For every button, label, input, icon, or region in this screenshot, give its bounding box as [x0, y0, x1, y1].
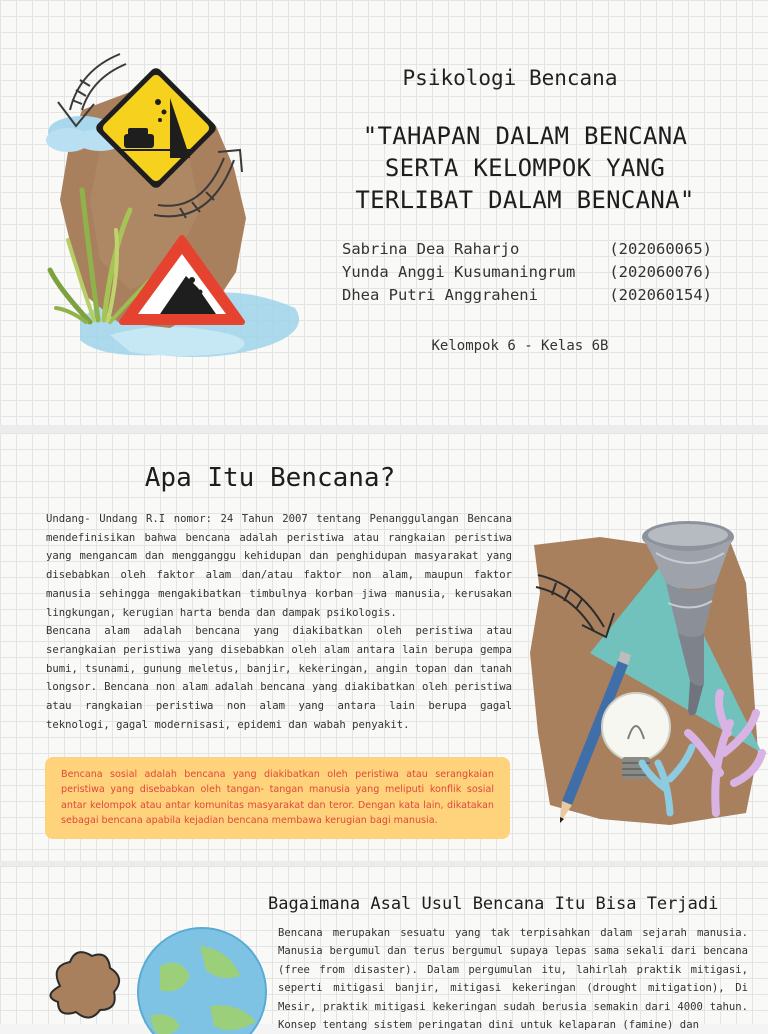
origin-collage: [30, 926, 270, 1026]
group-class-label: Kelompok 6 - Kelas 6B: [431, 338, 609, 354]
title-collage: [20, 40, 320, 370]
definition-text: [46, 510, 512, 734]
section-heading: Apa Itu Bencana?: [144, 463, 396, 493]
slide-gap: [0, 425, 768, 433]
section-heading: Bagaimana Asal Usul Bencana Itu Bisa Terjadi: [268, 894, 719, 914]
origin-text: Bencana merupakan sesuatu yang tak terpisahkan dalam sejarah manusia. Manusia bergumul dan terus bergumul supaya lepas sama sekali dari bencana (free from disaster). Dalam pergumulan itu, lahirlah praktik mitigasi, seperti mitigasi banjir, mitigasi kekeringan (drought mitigation), Di Mesir, praktik mitigasi kekeringan sudah berusia semakin dari 4000 tahun. Konsep tentang sistem peringatan dini untuk kelaparan (famine) dan: [278, 927, 748, 1032]
member-id: (202060065): [609, 240, 712, 258]
member-id: (202060076): [609, 263, 712, 281]
origin-slide: [0, 866, 768, 1032]
paragraph: Undang- Undang R.I nomor: 24 Tahun 2007 tentang Penanggulangan Bencana mendefinisikan bahwa bencana adalah peristiwa atau rangkaian peristiwa yang mengancam dan mengganggu kehidupan dan penghidupan masyarakat yang disebabkan oleh faktor alam dan/atau faktor non alam, maupun faktor manusia sehingga mengakibatkan timbulnya korban jiwa manusia, kerusakan lingkungan, kerugian harta benda dan dampak psikologis.: [46, 513, 512, 619]
definition-collage: [520, 513, 768, 843]
presentation-headline: "TAHAPAN DALAM BENCANA SERTA KELOMPOK YANG TERLIBAT DALAM BENCANA": [355, 122, 695, 214]
flower-doodle-icon: [50, 952, 119, 1017]
title-slide: [0, 0, 768, 425]
course-title: Psikologi Bencana: [402, 66, 618, 90]
member-list: [342, 238, 712, 307]
member-row: [342, 238, 712, 261]
definition-slide: [0, 433, 768, 861]
member-id: (202060154): [609, 286, 712, 304]
member-name: Yunda Anggi Kusumaningrum: [342, 263, 576, 281]
member-row: [342, 284, 712, 307]
globe-icon: [138, 928, 266, 1034]
paragraph: Bencana alam adalah bencana yang diakibatkan oleh peristiwa atau serangkaian peristiwa yang disebabkan oleh alam antara lain berupa gempa bumi, tsunami, gunung meletus, banjir, kekeringan, angin topan dan tanah longsor. Bencana non alam adalah bencana yang diakibatkan oleh peristiwa atau rangkaian peristiwa non alam yang antara lain berupa gagal teknologi, gagal modernisasi, epidemi dan wabah penyakit.: [46, 625, 512, 731]
member-name: Dhea Putri Anggraheni: [342, 286, 538, 304]
social-disaster-callout: Bencana sosial adalah bencana yang diakibatkan oleh peristiwa atau serangkaian peristiwa yang disebabkan oleh tangan- tangan manusia yang meliputi konflik sosial antar kelompok atau antar komunitas masyarakat dan teror. Dengan kata lain, dikatakan sebagai bencana apabila kejadian bencana membawa kerugian bagi manusia.: [45, 757, 510, 839]
member-row: [342, 261, 712, 284]
member-name: Sabrina Dea Raharjo: [342, 240, 520, 258]
